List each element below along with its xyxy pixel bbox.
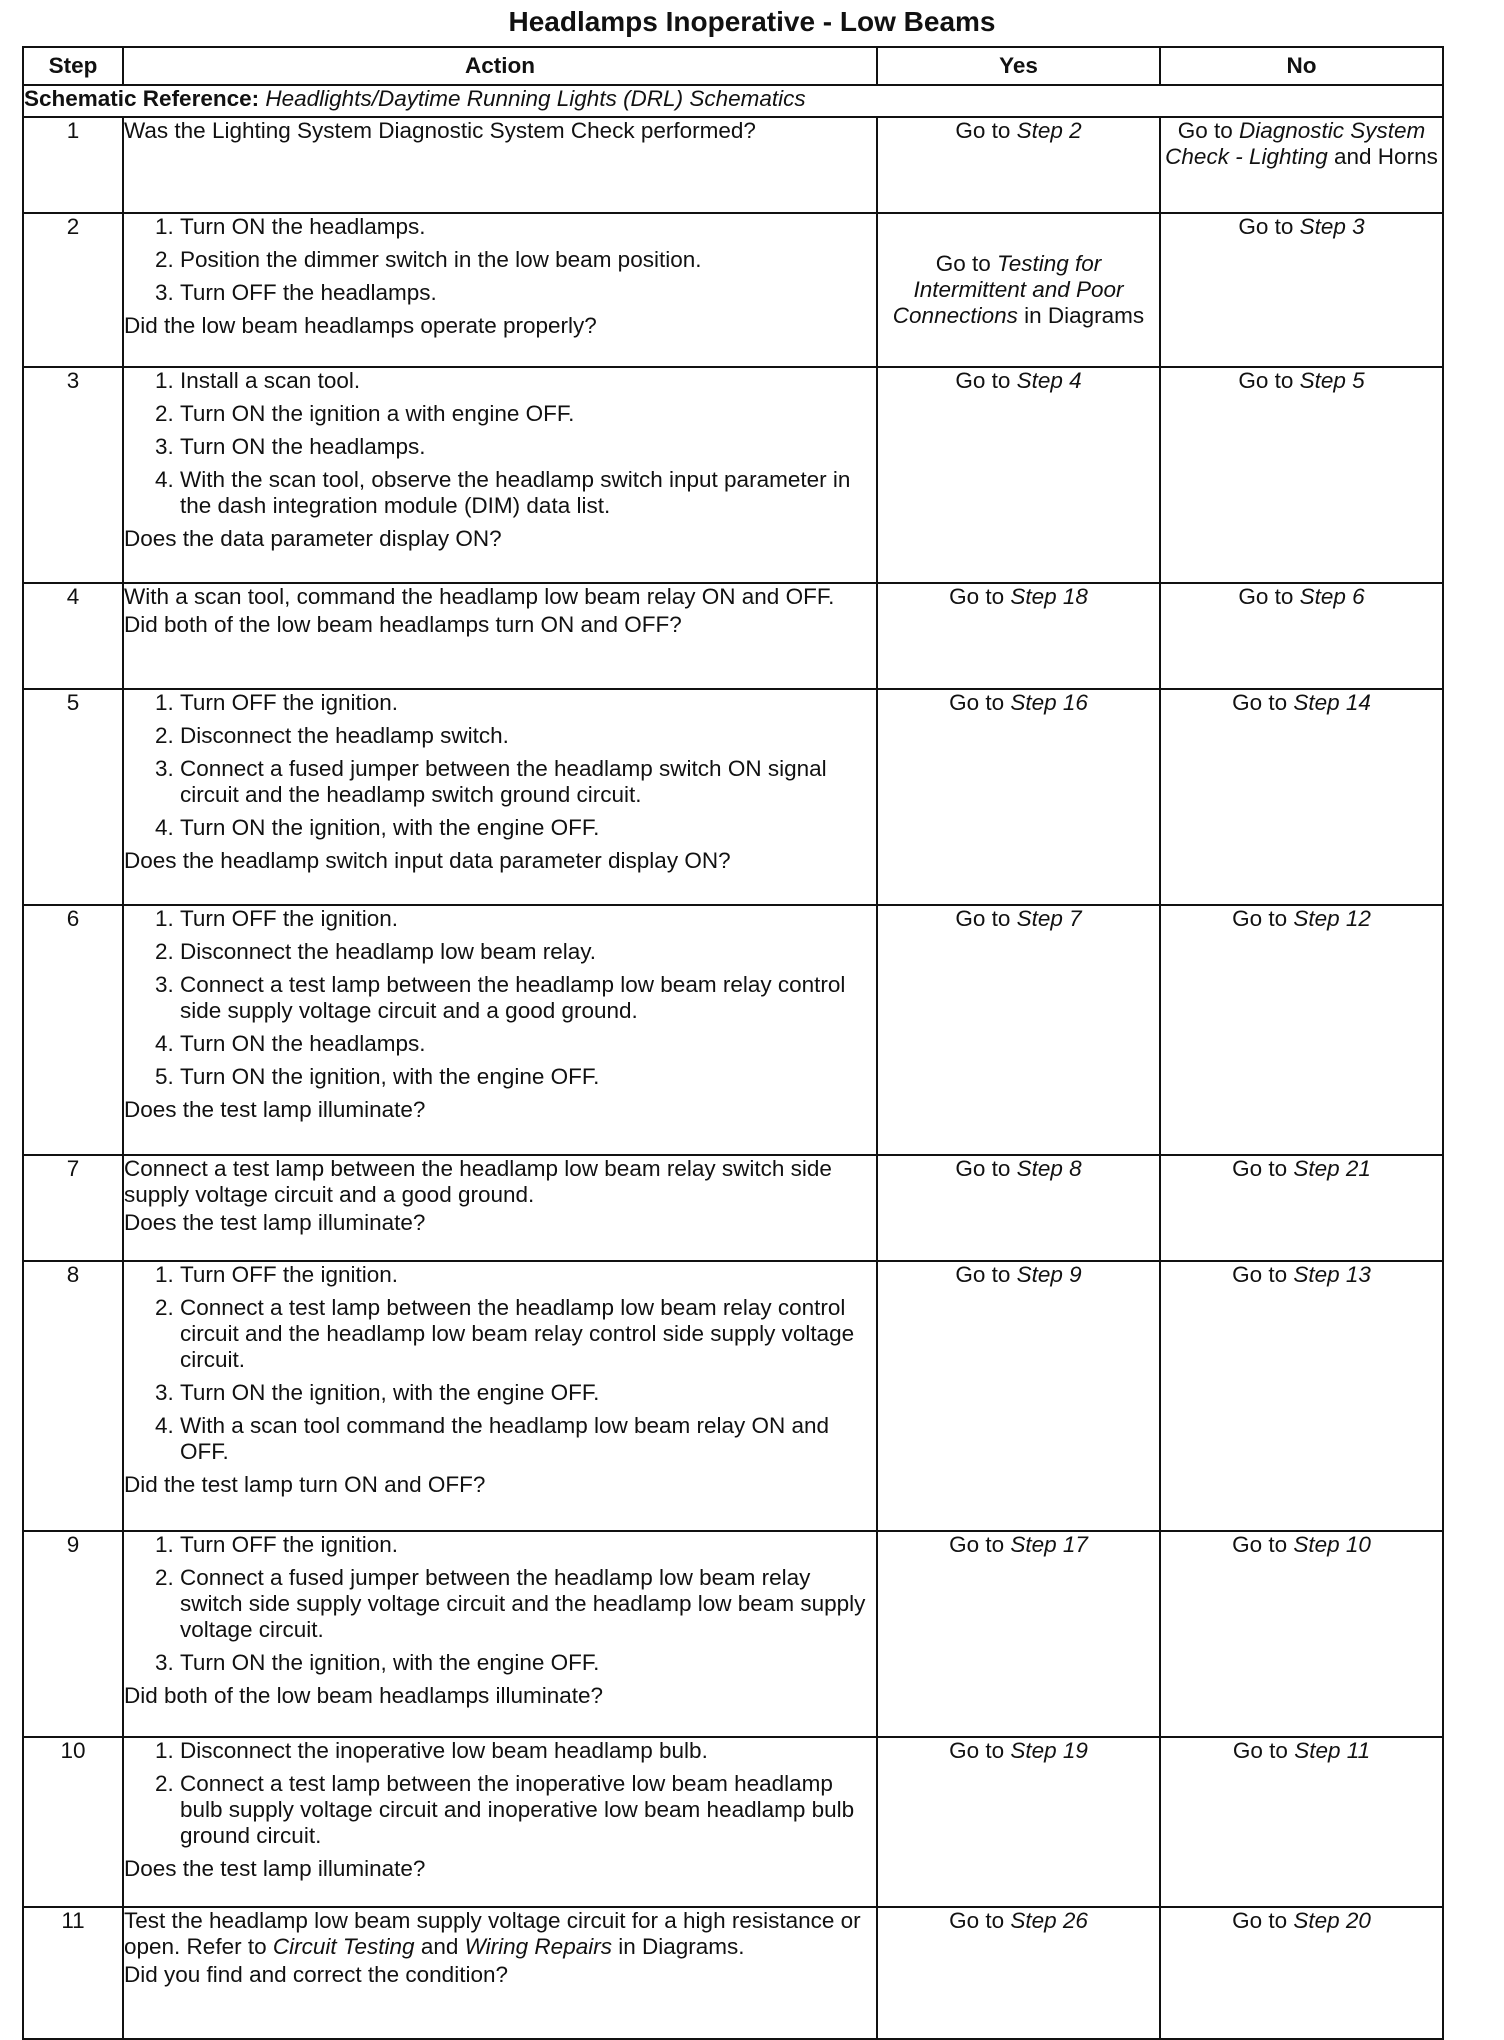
goto-text: Go to [949, 584, 1011, 609]
action-text [124, 1908, 876, 1960]
substep: 4. Turn ON the headlamps. [180, 1031, 876, 1057]
substep-list [124, 1262, 876, 1465]
header-action: Action [123, 47, 877, 85]
action-text-part: in Diagrams. [611, 1934, 745, 1959]
goto-step-link[interactable]: Step 10 [1293, 1532, 1371, 1557]
goto-step-link[interactable]: Step 20 [1293, 1908, 1371, 1933]
goto-text: Go to [935, 251, 998, 276]
goto-step-link[interactable]: Step 6 [1299, 584, 1365, 609]
table-row [23, 1531, 1443, 1737]
goto-text: Go to [955, 368, 1017, 393]
step-number: 9 [23, 1531, 123, 1737]
goto-text: Go to [1232, 906, 1294, 931]
yes-result [877, 905, 1160, 1155]
step-action [123, 689, 877, 905]
no-result [1160, 905, 1443, 1155]
goto-text: Go to [1232, 690, 1294, 715]
goto-text: Go to [949, 690, 1011, 715]
step-action [123, 1737, 877, 1907]
step-question: Does the test lamp illuminate? [124, 1856, 426, 1881]
substep-list [124, 368, 876, 519]
step-question: Did both of the low beam headlamps illuminate? [124, 1683, 604, 1708]
table-row [23, 689, 1443, 905]
yes-result [877, 213, 1160, 367]
step-question: Did both of the low beam headlamps turn ON and OFF? [124, 612, 682, 637]
goto-text: Go to [1232, 1156, 1294, 1181]
schematic-reference-label: Schematic Reference: [24, 86, 260, 111]
step-number: 3 [23, 367, 123, 583]
step-action [123, 213, 877, 367]
step-action [123, 1261, 877, 1531]
action-text: With a scan tool, command the headlamp low beam relay ON and OFF. [124, 584, 835, 609]
substep: 2. Connect a test lamp between the inoperative low beam headlamp bulb supply voltage circuit and inoperative low beam headlamp bulb ground circuit. [180, 1771, 876, 1849]
substep-list [124, 1532, 876, 1676]
step-question: Does the data parameter display ON? [124, 526, 502, 551]
substep: 4. With the scan tool, observe the headlamp switch input parameter in the dash integration module (DIM) data list. [180, 467, 876, 519]
yes-result [877, 1261, 1160, 1531]
table-row [23, 117, 1443, 213]
goto-step-link[interactable]: Step 12 [1293, 906, 1371, 931]
header-yes: Yes [877, 47, 1160, 85]
action-text: Was the Lighting System Diagnostic System Check performed? [124, 118, 756, 143]
goto-text: Go to [955, 906, 1017, 931]
step-question: Did you find and correct the condition? [124, 1962, 508, 1987]
goto-text: Go to [955, 1156, 1017, 1181]
yes-result [877, 117, 1160, 213]
goto-text: Go to [949, 1738, 1011, 1763]
goto-reference-link[interactable]: Testing for Intermittent and Poor Connections [892, 251, 1124, 328]
goto-text: Go to [1238, 214, 1300, 239]
substep: 3. Turn ON the headlamps. [180, 434, 876, 460]
action-text-part: and [414, 1934, 465, 1959]
no-result [1160, 1907, 1443, 2039]
goto-step-link[interactable]: Step 21 [1293, 1156, 1371, 1181]
step-question: Does the test lamp illuminate? [124, 1097, 426, 1122]
substep: 2. Disconnect the headlamp low beam relay. [180, 939, 876, 965]
step-number: 6 [23, 905, 123, 1155]
goto-text: Go to [955, 118, 1017, 143]
goto-step-link[interactable]: Step 4 [1016, 368, 1082, 393]
diagnostic-table [22, 46, 1444, 2040]
step-number: 8 [23, 1261, 123, 1531]
step-question: Did the low beam headlamps operate properly? [124, 313, 597, 338]
substep-list [124, 690, 876, 841]
step-question: Does the test lamp illuminate? [124, 1210, 426, 1235]
goto-text: Go to [955, 1262, 1017, 1287]
step-action [123, 905, 877, 1155]
substep: 3. Turn OFF the headlamps. [180, 280, 876, 306]
goto-text: Go to [949, 1908, 1011, 1933]
substep: 1. Turn OFF the ignition. [180, 1262, 876, 1288]
table-row [23, 1155, 1443, 1261]
yes-result [877, 583, 1160, 689]
no-result [1160, 1155, 1443, 1261]
goto-step-link[interactable]: Step 16 [1010, 690, 1088, 715]
step-number: 1 [23, 117, 123, 213]
substep: 3. Connect a test lamp between the headlamp low beam relay control side supply voltage circuit and a good ground. [180, 972, 876, 1024]
step-action [123, 117, 877, 213]
header-no: No [1160, 47, 1443, 85]
no-result [1160, 689, 1443, 905]
yes-result [877, 1531, 1160, 1737]
schematic-reference [23, 85, 1443, 117]
yes-result [877, 1155, 1160, 1261]
goto-text: Go to [1238, 584, 1300, 609]
step-number: 2 [23, 213, 123, 367]
goto-step-link[interactable]: Step 19 [1010, 1738, 1088, 1763]
header-row [23, 47, 1443, 85]
goto-text: in Diagrams [1017, 303, 1145, 328]
substep: 2. Turn ON the ignition a with engine OFF. [180, 401, 876, 427]
substep: 1. Turn OFF the ignition. [180, 1532, 876, 1558]
step-action [123, 1907, 877, 2039]
step-action [123, 583, 877, 689]
substep: 4. Turn ON the ignition, with the engine OFF. [180, 815, 876, 841]
goto-step-link[interactable]: Step 3 [1299, 214, 1365, 239]
substep-list [124, 1738, 876, 1849]
action-text: Connect a test lamp between the headlamp low beam relay switch side supply voltage circuit and a good ground. [124, 1156, 832, 1207]
goto-text: Go to [1232, 1262, 1294, 1287]
goto-step-link[interactable]: Step 11 [1294, 1738, 1371, 1763]
step-number: 5 [23, 689, 123, 905]
substep: 3. Turn ON the ignition, with the engine OFF. [180, 1380, 876, 1406]
step-number: 4 [23, 583, 123, 689]
header-step: Step [23, 47, 123, 85]
goto-text: Go to [1232, 1532, 1294, 1557]
no-result [1160, 367, 1443, 583]
step-question: Does the headlamp switch input data parameter display ON? [124, 848, 731, 873]
goto-step-link[interactable]: Step 26 [1010, 1908, 1088, 1933]
goto-text: Go to [1232, 1738, 1295, 1763]
no-result [1160, 117, 1443, 213]
no-result [1160, 583, 1443, 689]
substep: 1. Install a scan tool. [180, 368, 876, 394]
goto-step-link[interactable]: Step 17 [1010, 1532, 1088, 1557]
substep: 5. Turn ON the ignition, with the engine OFF. [180, 1064, 876, 1090]
yes-result [877, 367, 1160, 583]
yes-result [877, 1907, 1160, 2039]
substep-list [124, 906, 876, 1090]
substep-list [124, 214, 876, 306]
reference-link[interactable]: Wiring Repairs [464, 1934, 612, 1959]
table-row [23, 1737, 1443, 1907]
step-number: 11 [23, 1907, 123, 2039]
substep: 1. Turn ON the headlamps. [180, 214, 876, 240]
no-result [1160, 1531, 1443, 1737]
table-row [23, 905, 1443, 1155]
goto-step-link[interactable]: Step 18 [1010, 584, 1088, 609]
substep: 1. Turn OFF the ignition. [180, 906, 876, 932]
step-action [123, 1531, 877, 1737]
substep: 3. Turn ON the ignition, with the engine OFF. [180, 1650, 876, 1676]
table-row [23, 583, 1443, 689]
goto-step-link[interactable]: Step 13 [1293, 1262, 1371, 1287]
goto-text: Go to [1177, 118, 1239, 143]
page-title: Headlamps Inoperative - Low Beams [508, 6, 996, 37]
table-row [23, 213, 1443, 367]
no-result [1160, 213, 1443, 367]
substep: 2. Connect a fused jumper between the headlamp low beam relay switch side supply voltage circuit and the headlamp low beam supply voltage circuit. [180, 1565, 876, 1643]
substep: 4. With a scan tool command the headlamp low beam relay ON and OFF. [180, 1413, 876, 1465]
goto-reference-link[interactable]: Diagnostic System Check - Lighting [1165, 118, 1426, 169]
substep: 1. Turn OFF the ignition. [180, 690, 876, 716]
schematic-reference-link[interactable]: Headlights/Daytime Running Lights (DRL) Schematics [265, 86, 806, 111]
reference-link[interactable]: Circuit Testing [272, 1934, 415, 1959]
goto-step-link[interactable]: Step 8 [1016, 1156, 1082, 1181]
step-number: 10 [23, 1737, 123, 1907]
schematic-reference-row [23, 85, 1443, 117]
goto-step-link[interactable]: Step 14 [1293, 690, 1371, 715]
goto-text: and Horns [1327, 144, 1438, 169]
goto-text: Go to [1238, 368, 1300, 393]
goto-step-link[interactable]: Step 9 [1016, 1262, 1082, 1287]
goto-step-link[interactable]: Step 5 [1299, 368, 1365, 393]
step-number: 7 [23, 1155, 123, 1261]
goto-step-link[interactable]: Step 7 [1016, 906, 1082, 931]
substep: 2. Disconnect the headlamp switch. [180, 723, 876, 749]
step-question: Did the test lamp turn ON and OFF? [124, 1472, 486, 1497]
substep: 1. Disconnect the inoperative low beam headlamp bulb. [180, 1738, 876, 1764]
table-row [23, 1261, 1443, 1531]
goto-text: Go to [1232, 1908, 1294, 1933]
table-row [23, 1907, 1443, 2039]
yes-result [877, 689, 1160, 905]
table-row [23, 367, 1443, 583]
goto-step-link[interactable]: Step 2 [1016, 118, 1082, 143]
substep: 2. Connect a test lamp between the headlamp low beam relay control circuit and the headlamp low beam relay control side supply voltage circuit. [180, 1295, 876, 1373]
no-result [1160, 1261, 1443, 1531]
step-action [123, 1155, 877, 1261]
yes-result [877, 1737, 1160, 1907]
action-text-part: Test the headlamp low beam supply voltage circuit for a high resistance or open. Refer to [124, 1908, 861, 1959]
step-action [123, 367, 877, 583]
goto-text: Go to [949, 1532, 1011, 1557]
substep: 2. Position the dimmer switch in the low beam position. [180, 247, 876, 273]
no-result [1160, 1737, 1443, 1907]
substep: 3. Connect a fused jumper between the headlamp switch ON signal circuit and the headlamp switch ground circuit. [180, 756, 876, 808]
